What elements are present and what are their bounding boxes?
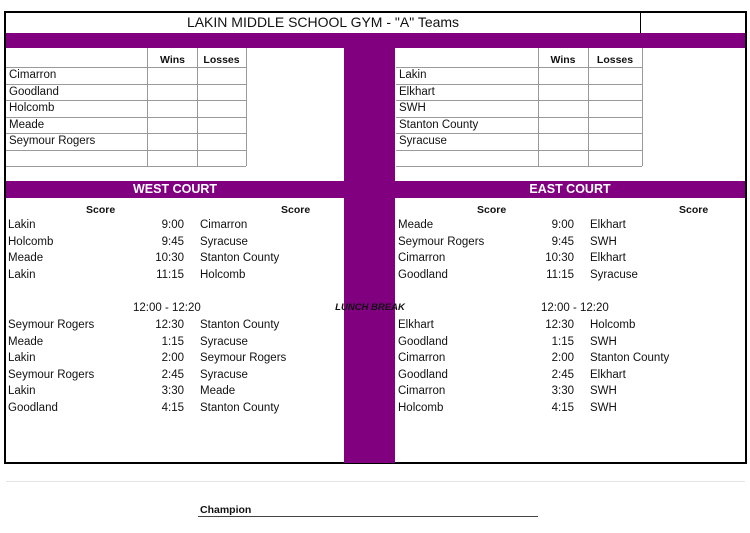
east-game-time: 2:00 <box>551 352 574 364</box>
east-break-time: 12:00 - 12:20 <box>541 302 609 314</box>
east-game-home: Cimarron <box>398 385 446 397</box>
west-game-time: 9:00 <box>161 219 184 231</box>
east-standings-rule <box>396 100 642 101</box>
west-game-home: Seymour Rogers <box>8 319 95 331</box>
east-game-home: Elkhart <box>398 319 434 331</box>
west-game-away: Seymour Rogers <box>200 352 287 364</box>
west-game-home: Lakin <box>8 219 36 231</box>
east-game-time: 4:15 <box>551 402 574 414</box>
east-game-away: Stanton County <box>590 352 670 364</box>
west-standings-team: Seymour Rogers <box>9 135 96 148</box>
east-game-time: 11:15 <box>546 269 574 281</box>
west-standings-rule <box>6 166 246 167</box>
west-standings-rule <box>6 150 246 151</box>
east-game-time: 9:45 <box>551 236 574 248</box>
west-game-time: 9:45 <box>161 236 184 248</box>
west-standings-team: Holcomb <box>9 102 55 115</box>
west-game-time: 3:30 <box>161 385 184 397</box>
east-score-header-left: Score <box>477 204 507 216</box>
east-standings-rule <box>396 166 642 167</box>
lunch-break-label: LUNCH BREAK <box>335 302 405 313</box>
east-game-time: 9:00 <box>551 219 574 231</box>
west-break-time: 12:00 - 12:20 <box>133 302 201 314</box>
east-game-home: Meade <box>398 219 434 231</box>
west-losses-header: Losses <box>203 54 240 66</box>
east-game-time: 1:15 <box>551 336 574 348</box>
west-standings-team: Cimarron <box>9 69 57 81</box>
east-standings-team: Lakin <box>399 69 427 81</box>
center-purple-column <box>344 48 395 463</box>
east-wins-header: Wins <box>550 54 576 66</box>
east-court-header: EAST COURT <box>529 182 611 196</box>
west-game-time: 12:30 <box>155 319 184 331</box>
east-game-away: SWH <box>590 236 617 248</box>
west-game-home: Meade <box>8 252 44 264</box>
east-standings-col <box>642 48 643 166</box>
west-game-away: Stanton County <box>200 402 280 414</box>
west-standings-team: Meade <box>9 118 45 131</box>
champion-line <box>198 516 538 517</box>
west-game-home: Lakin <box>8 269 36 281</box>
east-game-time: 2:45 <box>551 369 574 381</box>
east-game-home: Goodland <box>398 369 448 381</box>
west-game-time: 10:30 <box>155 252 184 264</box>
west-game-time: 2:00 <box>161 352 184 364</box>
east-score-header-right: Score <box>679 204 709 216</box>
east-standings-rule <box>396 150 642 151</box>
east-game-away: Syracuse <box>590 269 638 281</box>
west-score-header-left: Score <box>86 204 116 216</box>
west-game-away: Cimarron <box>200 219 248 231</box>
west-game-home: Meade <box>8 336 44 348</box>
east-game-time: 12:30 <box>545 319 574 331</box>
east-game-home: Cimarron <box>398 252 446 264</box>
west-game-away: Meade <box>200 385 236 397</box>
west-court-header: WEST COURT <box>132 182 218 196</box>
west-game-home: Lakin <box>8 352 36 364</box>
west-game-time: 1:15 <box>161 336 184 348</box>
champion-label: Champion <box>200 504 252 516</box>
east-game-away: SWH <box>590 385 617 397</box>
east-game-time: 10:30 <box>545 252 574 264</box>
top-purple-band <box>6 33 745 48</box>
west-standings-col <box>246 48 247 166</box>
east-standings-team: Elkhart <box>399 85 435 98</box>
east-game-away: Elkhart <box>590 252 626 264</box>
west-game-time: 2:45 <box>161 369 184 381</box>
west-game-time: 4:15 <box>161 402 184 414</box>
east-game-home: Holcomb <box>398 402 444 414</box>
east-losses-header: Losses <box>596 54 634 66</box>
east-game-away: SWH <box>590 336 617 348</box>
west-score-header-right: Score <box>281 204 311 216</box>
east-game-away: SWH <box>590 402 617 414</box>
west-game-home: Lakin <box>8 385 36 397</box>
west-game-away: Syracuse <box>200 369 248 381</box>
title-divider <box>640 13 641 33</box>
east-game-home: Goodland <box>398 336 448 348</box>
east-game-away: Elkhart <box>590 369 626 381</box>
west-game-away: Holcomb <box>200 269 246 281</box>
east-standings-team: Syracuse <box>399 135 447 148</box>
east-game-home: Cimarron <box>398 352 446 364</box>
east-game-home: Seymour Rogers <box>398 236 485 248</box>
west-game-away: Stanton County <box>200 252 280 264</box>
west-game-home: Holcomb <box>8 236 54 248</box>
east-game-home: Goodland <box>398 269 448 281</box>
east-standings-team: Stanton County <box>399 118 479 131</box>
west-game-time: 11:15 <box>156 269 184 281</box>
east-standings-team: SWH <box>399 102 426 115</box>
page-title: LAKIN MIDDLE SCHOOL GYM - "A" Teams <box>186 14 460 30</box>
west-game-away: Stanton County <box>200 319 280 331</box>
east-game-away: Elkhart <box>590 219 626 231</box>
west-court-bottom-border <box>6 463 344 464</box>
west-game-home: Goodland <box>8 402 58 414</box>
west-standings-team: Goodland <box>9 85 59 98</box>
west-game-away: Syracuse <box>200 236 248 248</box>
west-game-away: Syracuse <box>200 336 248 348</box>
west-game-home: Seymour Rogers <box>8 369 95 381</box>
east-game-time: 3:30 <box>551 385 574 397</box>
east-game-away: Holcomb <box>590 319 636 331</box>
west-wins-header: Wins <box>160 54 185 66</box>
sheet-gridline <box>6 481 745 482</box>
